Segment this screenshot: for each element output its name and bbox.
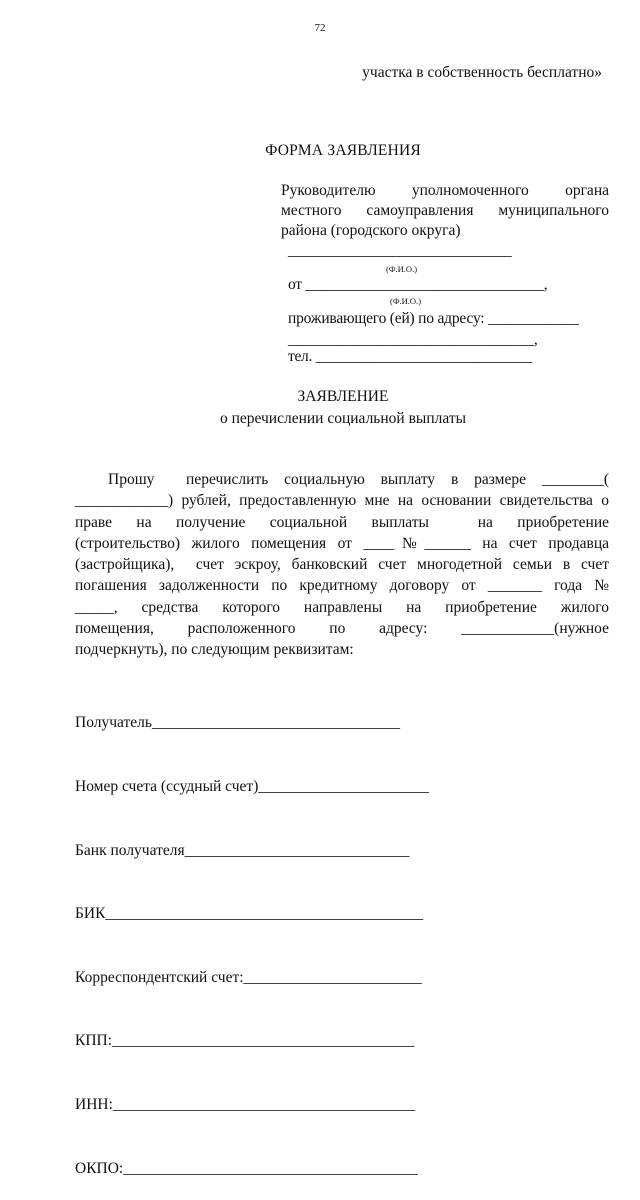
addressee-block — [281, 181, 609, 241]
body-line: подчеркнуть), по следующим реквизитам: — [75, 641, 354, 659]
body-line: помещения, расположенного по адресу: ____________(нужное — [75, 620, 609, 638]
body-line: (застройщика), счет эскроу, банковский счет многодетной семьи в счет — [75, 556, 609, 574]
requisite-bik: БИК_________________________________________ — [75, 905, 424, 923]
body-line: погашения задолженности по кредитному договору от _______ года № — [75, 577, 609, 595]
requisite-account-number: Номер счета (ссудный счет)______________________ — [75, 778, 429, 796]
addressee-line: района (городского округа) — [281, 222, 461, 239]
body-line: ____________) рублей, предоставленную мне на основании свидетельства о — [75, 492, 609, 510]
body-line: _____, средства которого направлены на приобретение жилого — [75, 598, 609, 616]
bank-requisites — [75, 670, 429, 1200]
addressee-line: местного самоуправления муниципального — [281, 202, 609, 219]
from-line: от ________________________________, — [288, 276, 548, 293]
body-line: Прошу перечислить социальную выплату в размере ________( — [108, 471, 609, 488]
requisite-correspondent-account: Корреспондентский счет:_______________________ — [75, 968, 422, 986]
requisite-kpp: КПП:_______________________________________ — [75, 1032, 415, 1050]
body-line: (строительство) жилого помещения от ____№______ на счет продавца — [75, 534, 609, 552]
application-body — [75, 469, 609, 661]
application-subtitle: о перечислении социальной выплаты — [219, 410, 467, 427]
addressee-line: Руководителю уполномоченного органа — [281, 182, 609, 199]
header-continuation: участка в собственность бесплатно» — [362, 64, 602, 81]
fio-hint: (Ф.И.О.) — [386, 264, 418, 274]
page-number: 72 — [314, 22, 326, 34]
fio-line: ______________________________ — [288, 242, 512, 259]
requisite-bank: Банк получателя_____________________________ — [75, 841, 410, 859]
requisite-recipient: Получатель________________________________ — [75, 714, 400, 732]
requisite-inn: ИНН:_______________________________________ — [75, 1096, 416, 1114]
fio-hint: (Ф.И.О.) — [390, 296, 422, 306]
residing-address-line: проживающего (ей) по адресу: ____________ — [288, 310, 579, 327]
form-title: ФОРМА ЗАЯВЛЕНИЯ — [265, 142, 421, 159]
requisite-okpo: ОКПО:______________________________________ — [75, 1159, 418, 1177]
phone-line: тел. _____________________________ — [288, 348, 532, 365]
body-line: праве на получение социальной выплаты на приобретение — [75, 513, 609, 531]
application-title: ЗАЯВЛЕНИЕ — [297, 388, 389, 405]
address-continuation-line: _________________________________, — [288, 331, 538, 348]
